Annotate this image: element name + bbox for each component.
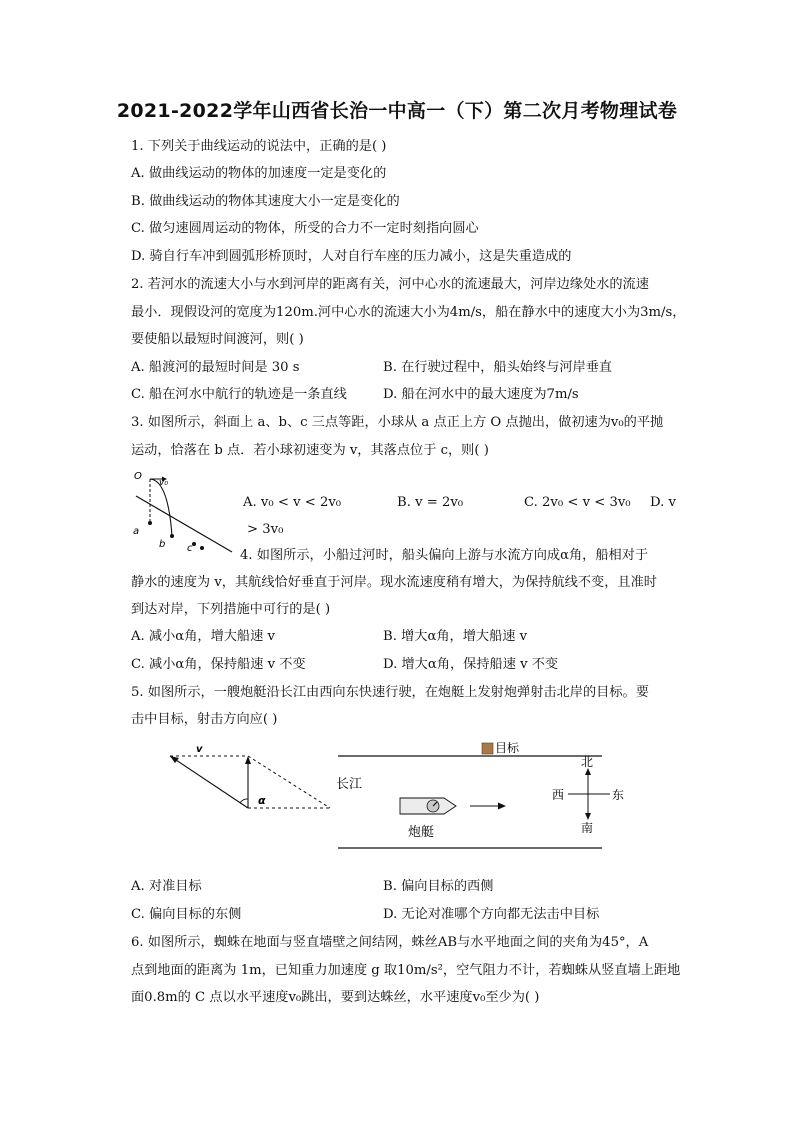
q5-option-a: A. 对准目标 xyxy=(131,879,202,894)
q3-option-b: B. v = 2v₀ xyxy=(397,495,464,510)
label-north: 北 xyxy=(581,755,594,769)
q3-stem-line2: 运动，恰落在 b 点．若小球初速变为 v，其落点位于 c，则( ) xyxy=(131,443,489,458)
q3-option-d-cont: > 3v₀ xyxy=(247,522,284,537)
point-end xyxy=(200,546,204,550)
label-alpha: α xyxy=(258,794,266,807)
q2-stem-line2: 最小．现假设河的宽度为120m.河中心水的流速大小为4m/s，船在静水中的速度大小为3m/s， xyxy=(131,305,686,320)
page-title: 2021-2022学年山西省长治一中高一（下）第二次月考物理试卷 xyxy=(116,100,678,122)
q1-option-b: B. 做曲线运动的物体其速度大小一定是变化的 xyxy=(131,194,400,209)
q2-option-d: D. 船在河水中的最大速度为7m/s xyxy=(383,387,579,402)
q2-option-b: B. 在行驶过程中，船头始终与河岸垂直 xyxy=(383,360,613,375)
point-b xyxy=(170,534,174,538)
compass-north-arrow xyxy=(585,768,591,775)
q5-velocity-diagram xyxy=(158,742,340,814)
q4-option-d: D. 增大α角，保持船速 v 不变 xyxy=(383,657,559,672)
v-arrowhead xyxy=(170,756,179,763)
compass-south-arrow xyxy=(585,813,591,820)
q2-stem-line1: 2. 若河水的流速大小与水到河岸的距离有关，河中心水的流速最大，河岸边缘处水的流速 xyxy=(131,277,649,292)
q3-stem-line1: 3. 如图所示，斜面上 a、b、c 三点等距，小球从 a 点正上方 O 点抛出，做初速为v₀的平抛 xyxy=(131,415,664,430)
label-v: v xyxy=(196,744,203,755)
alpha-arc xyxy=(240,799,248,803)
q4-option-a: A. 减小α角，增大船速 v xyxy=(131,629,275,644)
boat-velocity-arrowhead xyxy=(498,803,506,810)
label-east: 东 xyxy=(612,788,625,802)
q5-option-b: B. 偏向目标的西侧 xyxy=(383,879,494,894)
q4-stem-line3: 到达对岸，下列措施中可行的是( ) xyxy=(131,602,331,617)
label-south: 南 xyxy=(581,821,594,835)
q2-option-c: C. 船在河水中航行的轨迹是一条直线 xyxy=(131,387,347,402)
label-west: 西 xyxy=(552,788,565,802)
q3-incline-figure xyxy=(128,466,238,558)
q1-option-d: D. 骑自行车冲到圆弧形桥顶时，人对自行车座的压力减小，这是失重造成的 xyxy=(131,249,572,264)
q2-option-a: A. 船渡河的最短时间是 30 s xyxy=(131,360,300,375)
q4-option-b: B. 增大α角，增大船速 v xyxy=(383,629,528,644)
label-c: c xyxy=(187,543,193,554)
q5-stem-line1: 5. 如图所示，一艘炮艇沿长江由西向东快速行驶，在炮艇上发射炮弹射击北岸的目标。要 xyxy=(131,685,649,700)
q3-option-c: C. 2v₀ < v < 3v₀ xyxy=(524,495,631,510)
q1-stem: 1. 下列关于曲线运动的说法中，正确的是( ) xyxy=(131,139,387,154)
q5-stem-line2: 击中目标，射击方向应( ) xyxy=(131,712,278,727)
q5-river-diagram xyxy=(336,738,625,852)
v-vector xyxy=(170,756,248,808)
point-c xyxy=(192,542,196,546)
q4-option-c: C. 减小α角，保持船速 v 不变 xyxy=(131,657,306,672)
label-O: O xyxy=(134,471,142,482)
q3-option-a: A. v₀ < v < 2v₀ xyxy=(243,495,342,510)
q5-option-d: D. 无论对准哪个方向都无法击中目标 xyxy=(383,907,600,922)
point-a xyxy=(148,521,152,525)
q6-stem-line1: 6. 如图所示，蜘蛛在地面与竖直墙壁之间结网，蛛丝AB与水平地面之间的夹角为45°，A xyxy=(131,935,649,950)
q4-stem-line2: 静水的速度为 v，其航线恰好垂直于河岸。现水流速度稍有增大，为保持航线不变，且准时 xyxy=(131,575,657,590)
label-a: a xyxy=(133,526,140,537)
q6-stem-line2: 点到地面的距离为 1m，已知重力加速度 g 取10m/s²，空气阻力不计，若蜘蛛从竖直墙上距地 xyxy=(131,963,681,978)
q6-stem-line3: 面0.8m的 C 点以水平速度v₀跳出，要到达蛛丝，水平速度v₀至少为( ) xyxy=(131,990,540,1005)
q2-stem-line3: 要使船以最短时间渡河，则( ) xyxy=(131,332,304,347)
q1-option-a: A. 做曲线运动的物体的加速度一定是变化的 xyxy=(131,166,387,181)
target-marker xyxy=(482,743,493,754)
label-target: 目标 xyxy=(495,741,520,755)
label-b: b xyxy=(159,539,166,550)
q1-option-c: C. 做匀速圆周运动的物体，所受的合力不一定时刻指向圆心 xyxy=(131,221,479,236)
label-v0: v₀ xyxy=(159,478,168,488)
q4-stem-line1: 4. 如图所示，小船过河时，船头偏向上游与水流方向成α角，船相对于 xyxy=(240,548,649,563)
label-river: 长江 xyxy=(336,777,363,792)
q3-option-d: D. v xyxy=(650,495,676,510)
label-gunboat: 炮艇 xyxy=(408,825,435,840)
q5-option-c: C. 偏向目标的东侧 xyxy=(131,907,242,922)
